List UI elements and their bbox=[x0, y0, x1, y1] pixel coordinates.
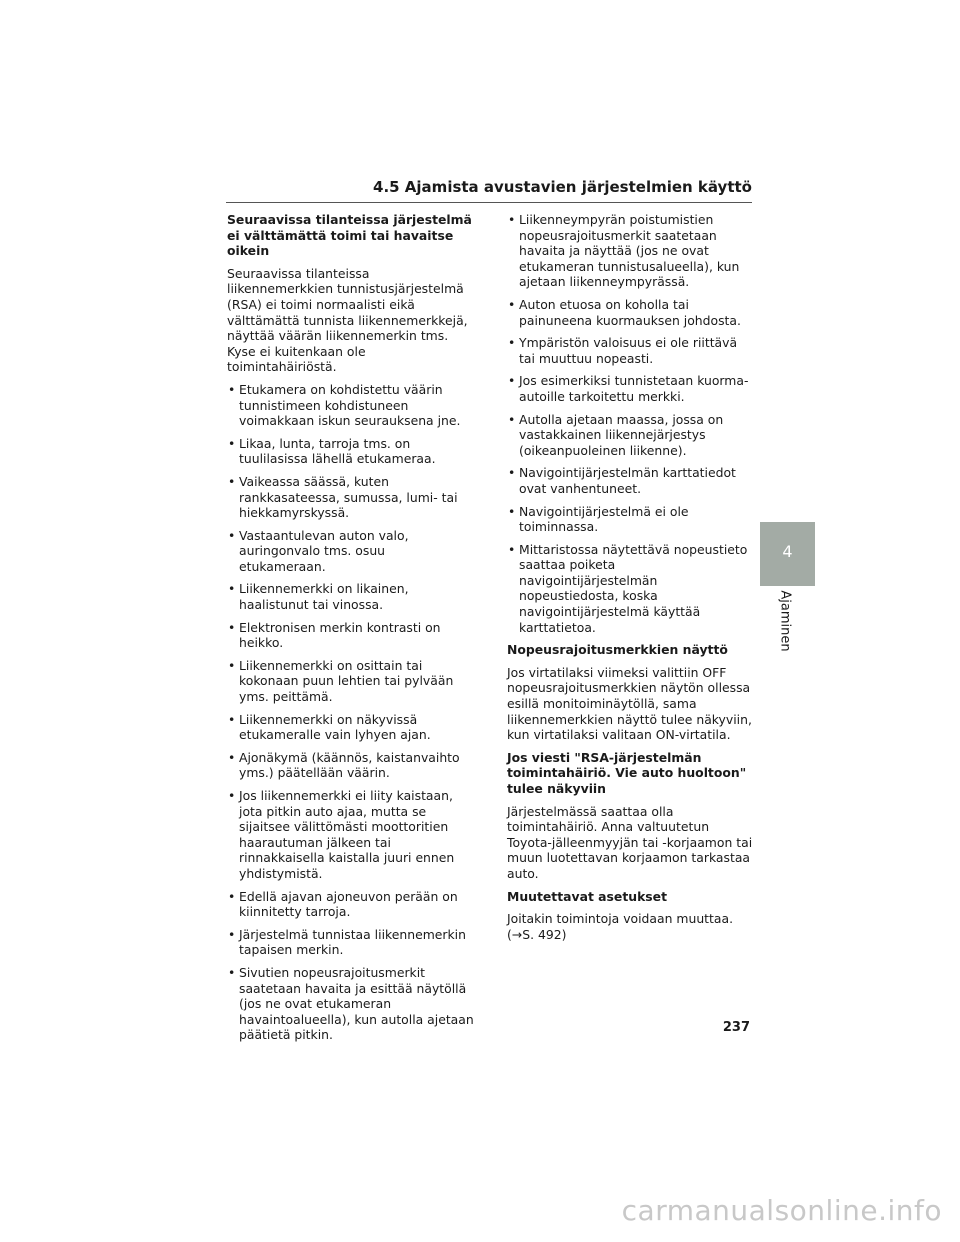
bullet-icon: • bbox=[508, 296, 516, 312]
list-item: • Liikenneympyrän poistumistien nopeusrajoitusmerkit saatetaan havaita ja näyttää (jos ne ovat etukameran tunnistusalueella), kun ajetaan liikenneympyrässä. bbox=[508, 212, 740, 290]
bullet-icon: • bbox=[228, 888, 236, 904]
bullet-icon: • bbox=[228, 788, 236, 803]
bullet-icon: • bbox=[228, 435, 236, 451]
bullet-icon: • bbox=[508, 373, 516, 389]
list-item: • Navigointijärjestelmä ei ole toiminnassa. bbox=[508, 503, 689, 535]
left-bullet-list bbox=[227, 382, 475, 1043]
bullet-icon: • bbox=[228, 381, 236, 397]
list-item: • Autolla ajetaan maassa, jossa on vastakkainen liikennejärjestys (oikeanpuoleinen liikenne). bbox=[508, 411, 724, 458]
right-column bbox=[507, 212, 755, 949]
heading-speed-sign-display: Nopeusrajoitusmerkkien näyttö bbox=[507, 642, 728, 658]
bullet-icon: • bbox=[228, 749, 236, 765]
bullet-icon: • bbox=[508, 465, 516, 481]
list-item: • Auton etuosa on koholla tai painuneena kuormauksen johdosta. bbox=[508, 296, 741, 328]
bullet-icon: • bbox=[508, 212, 516, 227]
bullet-icon: • bbox=[228, 581, 236, 597]
bullet-icon: • bbox=[228, 527, 236, 543]
paragraph-speed-sign-display: Jos virtatilaksi viimeksi valittiin OFF nopeusrajoitusmerkkien näytön ollessa esillä monitoiminäytöllä, sama liikennemerkkien näyttö tulee näkyviin, kun virtatilaksi valitaan ON-virtatila. bbox=[507, 664, 752, 743]
list-item: • Likaa, lunta, tarroja tms. on tuulilasissa lähellä etukameraa. bbox=[228, 435, 436, 467]
section-title: 4.5 Ajamista avustavien järjestelmien käyttö bbox=[373, 178, 752, 196]
chapter-number: 4 bbox=[782, 542, 793, 561]
list-item: • Jos esimerkiksi tunnistetaan kuorma-autoille tarkoitettu merkki. bbox=[508, 373, 749, 404]
paragraph-custom-settings: Joitakin toimintoja voidaan muuttaa. (→S. 492) bbox=[507, 911, 734, 942]
list-item: • Ajonäkymä (käännös, kaistanvaihto yms.) päätellään väärin. bbox=[228, 749, 460, 781]
list-item: • Vaikeassa säässä, kuten rankkasateessa, sumussa, lumi- tai hiekkamyrskyssä. bbox=[228, 473, 458, 521]
bullet-icon: • bbox=[228, 619, 236, 635]
chapter-tab bbox=[760, 522, 815, 586]
chapter-label-text: Ajaminen bbox=[777, 590, 793, 652]
list-item: • Liikennemerkki on osittain tai kokonaan puun lehtien tai pylvään yms. peittämä. bbox=[228, 657, 454, 705]
left-column bbox=[227, 212, 475, 1050]
list-item: • Vastaantulevan auton valo, auringonvalo tms. osuu etukameraan. bbox=[228, 527, 409, 574]
chapter-label bbox=[772, 590, 798, 652]
bullet-icon: • bbox=[228, 473, 236, 489]
list-item: • Järjestelmä tunnistaa liikennemerkin tapaisen merkin. bbox=[228, 926, 466, 958]
bullet-icon: • bbox=[228, 711, 236, 727]
list-item: • Liikennemerkki on likainen, haalistunut tai vinossa. bbox=[228, 581, 409, 613]
watermark: carmanualsonline.info bbox=[621, 1194, 942, 1227]
heading-limitations: Seuraavissa tilanteissa järjestelmä ei välttämättä toimi tai havaitse oikein bbox=[227, 212, 472, 259]
list-item: • Navigointijärjestelmän karttatiedot ovat vanhentuneet. bbox=[508, 465, 736, 496]
bullet-icon: • bbox=[508, 411, 516, 427]
bullet-icon: • bbox=[508, 503, 516, 519]
page-number: 237 bbox=[722, 1020, 750, 1035]
section-header bbox=[226, 178, 752, 203]
list-item: • Ympäristön valoisuus ei ole riittävä tai muuttuu nopeasti. bbox=[508, 335, 738, 366]
list-item: • Mittaristossa näytettävä nopeustieto saattaa poiketa navigointijärjestelmän nopeustiedosta, koska navigointijärjestelmä käyttää karttatietoa. bbox=[508, 541, 748, 635]
list-item: • Sivutien nopeusrajoitusmerkit saatetaan havaita ja esittää näytöllä (jos ne ovat etukameran havaintoalueella), kun autolla ajetaan päätietä pitkin. bbox=[228, 964, 474, 1043]
bullet-icon: • bbox=[228, 964, 236, 980]
list-item: • Elektronisen merkin kontrasti on heikko. bbox=[228, 619, 441, 651]
bullet-icon: • bbox=[228, 926, 236, 942]
list-item: • Jos liikennemerkki ei liity kaistaan, jota pitkin auto ajaa, mutta se sijaitsee välittömästi moottoritien haarautuman jälkeen tai rinnakkaisella kaistalla juuri ennen yhdistymistä. bbox=[228, 788, 455, 881]
bullet-icon: • bbox=[508, 335, 516, 351]
heading-rsa-malfunction: Jos viesti "RSA-järjestelmän toimintahäiriö. Vie auto huoltoon" tulee näkyviin bbox=[507, 749, 747, 796]
paragraph-rsa-malfunction: Järjestelmässä saattaa olla toimintahäiriö. Anna valtuutetun Toyota-jälleenmyyjän tai -korjaamon tai muun luotettavan korjaamon tarkastaa auto. bbox=[507, 803, 753, 881]
bullet-icon: • bbox=[228, 657, 236, 673]
list-item: • Liikennemerkki on näkyvissä etukameralle vain lyhyen ajan. bbox=[228, 711, 431, 743]
list-item: • Edellä ajavan ajoneuvon perään on kiinnitetty tarroja. bbox=[228, 888, 458, 920]
right-bullet-list bbox=[507, 212, 755, 635]
intro-paragraph: Seuraavissa tilanteissa liikennemerkkien tunnistusjärjestelmä (RSA) ei toimi normaalisti eikä välttämättä tunnista liikennemerkkejä, näyttää väärän liikennemerkin tms. Kyse ei kuitenkaan ole toimintahäiriöstä. bbox=[227, 265, 468, 375]
list-item: • Etukamera on kohdistettu väärin tunnistimeen kohdistuneen voimakkaan iskun seurauksena jne. bbox=[228, 381, 461, 429]
heading-custom-settings: Muutettavat asetukset bbox=[507, 888, 668, 904]
bullet-icon: • bbox=[508, 541, 516, 557]
